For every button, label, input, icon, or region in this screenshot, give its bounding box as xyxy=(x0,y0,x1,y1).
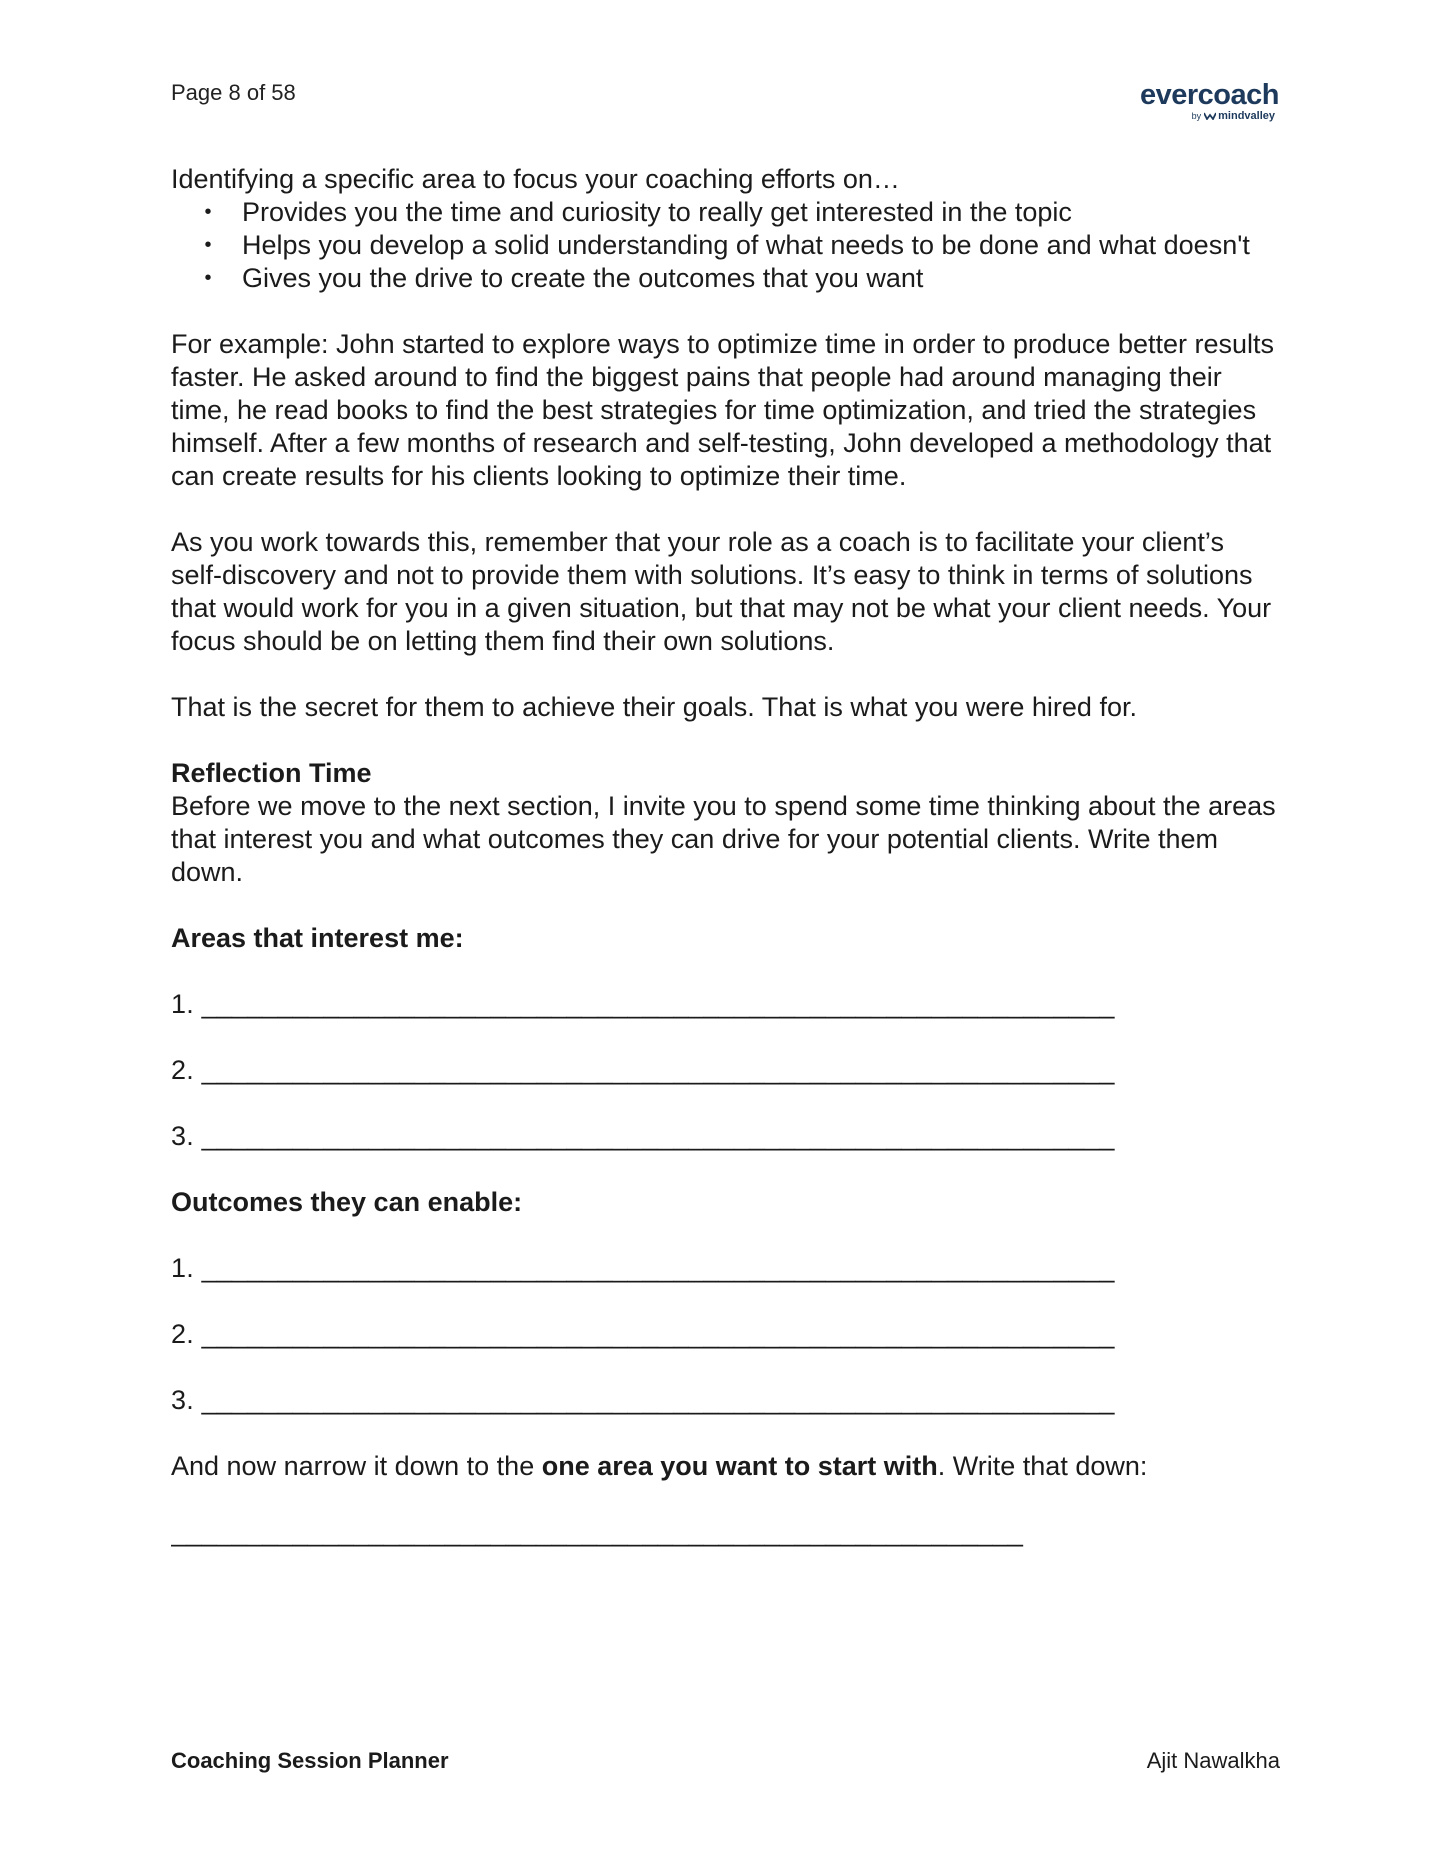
page-content xyxy=(171,163,1281,1549)
bullet-icon: • xyxy=(204,234,212,256)
list-item xyxy=(201,196,1281,229)
outcomes-line-3[interactable] xyxy=(171,1384,1281,1417)
list-item-text: Provides you the time and curiosity to really get interested in the topic xyxy=(242,197,1072,227)
logo-brand: mindvalley xyxy=(1218,110,1275,122)
blank-line-text: 1. ____________________________________________________________ xyxy=(171,1253,1115,1283)
blank-line-text: 3. ____________________________________________________________ xyxy=(171,1385,1115,1415)
secret-paragraph: That is the secret for them to achieve their goals. That is what you were hired for. xyxy=(171,692,1137,722)
reflection-body: Before we move to the next section, I invite you to spend some time thinking about the areas that interest you and what outcomes they can drive for your potential clients. Write them down. xyxy=(171,791,1276,887)
list-item-text: Gives you the drive to create the outcomes that you want xyxy=(242,263,924,293)
areas-line-1[interactable] xyxy=(171,988,1281,1021)
benefit-list xyxy=(171,196,1281,295)
role-paragraph: As you work towards this, remember that your role as a coach is to facilitate your client’s self-discovery and not to provide them with solutions. It’s easy to think in terms of solutions that would work for you in a given situation, but that may not be what your client needs. Your focus should be on letting them find their own solutions. xyxy=(171,527,1272,656)
list-item xyxy=(201,262,1281,295)
logo-subline xyxy=(1140,110,1275,122)
blank-line-text: 1. ____________________________________________________________ xyxy=(171,989,1115,1019)
areas-heading: Areas that interest me: xyxy=(171,923,464,953)
page-number: Page 8 of 58 xyxy=(171,80,296,105)
intro-lead: Identifying a specific area to focus your coaching efforts on… xyxy=(171,164,900,194)
bullet-icon: • xyxy=(204,267,212,289)
areas-line-3[interactable] xyxy=(171,1120,1281,1153)
blank-line-text: 2. ____________________________________________________________ xyxy=(171,1055,1115,1085)
outcomes-heading: Outcomes they can enable: xyxy=(171,1187,523,1217)
list-item-text: Helps you develop a solid understanding of what needs to be done and what doesn't xyxy=(242,230,1250,260)
footer-title: Coaching Session Planner xyxy=(171,1748,449,1773)
narrow-down-instruction xyxy=(171,1450,1281,1483)
logo-by: by xyxy=(1191,111,1202,121)
narrow-text-after: . Write that down: xyxy=(937,1451,1148,1481)
evercoach-logo xyxy=(1140,79,1279,122)
blank-line-text: ________________________________________________________ xyxy=(171,1517,1024,1547)
logo-wordmark: evercoach xyxy=(1140,79,1279,111)
reflection-heading: Reflection Time xyxy=(171,758,372,788)
footer-author: Ajit Nawalkha xyxy=(1146,1748,1280,1773)
narrow-text-before: And now narrow it down to the xyxy=(171,1451,542,1481)
list-item xyxy=(201,229,1281,262)
bullet-icon: • xyxy=(204,201,212,223)
blank-line-text: 3. ____________________________________________________________ xyxy=(171,1121,1115,1151)
one-area-line[interactable] xyxy=(171,1516,1281,1549)
outcomes-line-1[interactable] xyxy=(171,1252,1281,1285)
outcomes-line-2[interactable] xyxy=(171,1318,1281,1351)
areas-line-2[interactable] xyxy=(171,1054,1281,1087)
example-paragraph: For example: John started to explore ways to optimize time in order to produce better results faster. He asked around to find the biggest pains that people had around managing their time, he read books to find the best strategies for time optimization, and tried the strategies himself. After a few months of research and self-testing, John developed a methodology that can create results for his clients looking to optimize their time. xyxy=(171,329,1275,491)
narrow-text-bold: one area you want to start with xyxy=(541,1451,938,1481)
mindvalley-icon xyxy=(1204,112,1216,120)
blank-line-text: 2. ____________________________________________________________ xyxy=(171,1319,1115,1349)
